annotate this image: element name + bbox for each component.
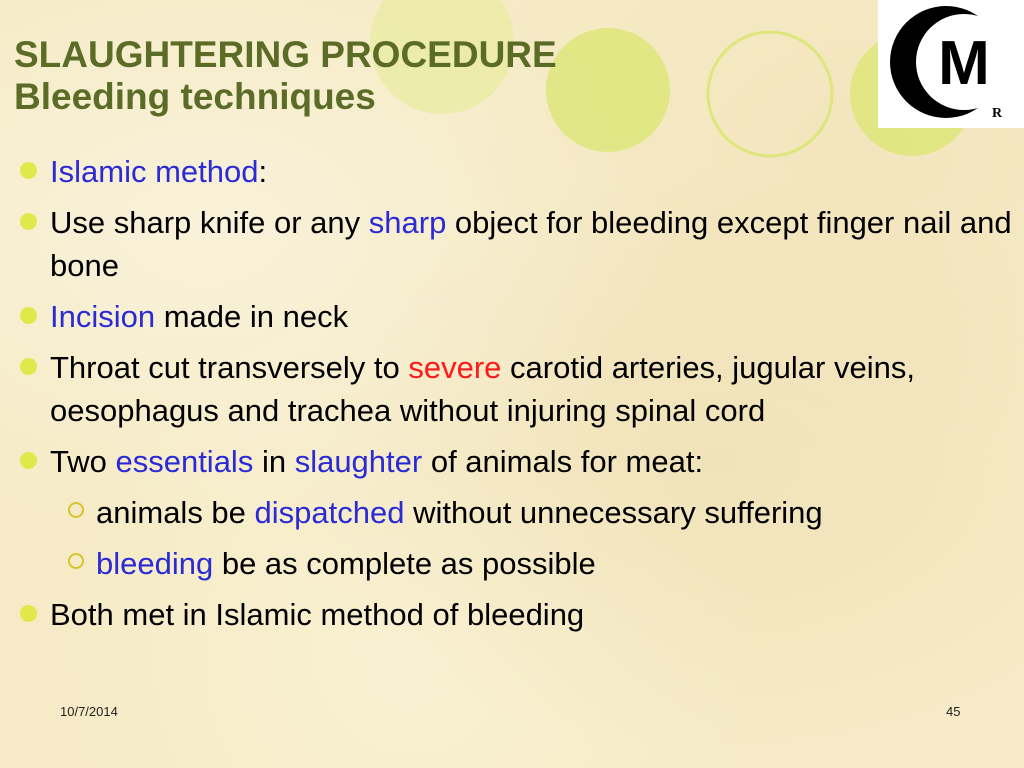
bullet-text: animals be xyxy=(96,495,255,530)
bullet-text: Islamic method xyxy=(50,154,259,189)
bullet-text: object for bleeding except finger nail and bone xyxy=(50,205,1012,283)
title-line-1: SLAUGHTERING PROCEDURE xyxy=(14,34,557,75)
bullet-list xyxy=(18,150,1018,644)
bullet-text: without unnecessary suffering xyxy=(404,495,823,530)
bullet-text: Throat cut transversely to xyxy=(50,350,409,385)
sub-bullet-item-bleeding xyxy=(18,542,1018,585)
bullet-text: severe xyxy=(408,350,502,385)
bullet-text: Both met in Islamic method of bleeding xyxy=(50,597,585,632)
bullet-text: essentials xyxy=(115,444,254,479)
bullet-item-incision xyxy=(18,295,1018,338)
footer-date: 10/7/2014 xyxy=(60,704,118,719)
bullet-text: Incision xyxy=(50,299,156,334)
bullet-text: bleeding xyxy=(96,546,214,581)
logo-letter: M xyxy=(938,29,990,98)
sub-bullet-ring-icon xyxy=(68,502,84,518)
bullet-text: of animals for meat: xyxy=(422,444,704,479)
bullet-text: : xyxy=(258,154,268,189)
bullet-dot-icon xyxy=(20,307,37,324)
sub-bullet-ring-icon xyxy=(68,553,84,569)
bullet-item-islamic-method xyxy=(18,150,1018,193)
sub-bullet-item-dispatched xyxy=(18,491,1018,534)
bullet-text: Two xyxy=(50,444,116,479)
page-title xyxy=(14,34,557,118)
registered-mark: R xyxy=(992,106,1003,121)
bullet-dot-icon xyxy=(20,162,37,179)
bullet-item-both-met xyxy=(18,593,1018,636)
bullet-text: sharp xyxy=(368,205,447,240)
title-line-2: Bleeding techniques xyxy=(14,76,376,117)
bullet-dot-icon xyxy=(20,605,37,622)
bullet-text: carotid arteries, jugular veins, oesophagus and trachea without injuring spinal cord xyxy=(50,350,915,428)
bullet-dot-icon xyxy=(20,213,37,230)
bullet-text: made in neck xyxy=(155,299,349,334)
bullet-item-throat-cut xyxy=(18,346,1018,432)
deco-circle-2 xyxy=(546,28,670,152)
bullet-dot-icon xyxy=(20,452,37,469)
bullet-text: slaughter xyxy=(294,444,423,479)
bullet-text: be as complete as possible xyxy=(213,546,596,581)
bullet-text: Use sharp knife or any xyxy=(50,205,369,240)
bullet-text: dispatched xyxy=(254,495,405,530)
bullet-item-two-essentials xyxy=(18,440,1018,483)
bullet-item-sharp-knife xyxy=(18,201,1018,287)
deco-circle-3 xyxy=(708,32,832,156)
bullet-text: in xyxy=(253,444,295,479)
page-number: 45 xyxy=(946,704,961,719)
bullet-dot-icon xyxy=(20,358,37,375)
